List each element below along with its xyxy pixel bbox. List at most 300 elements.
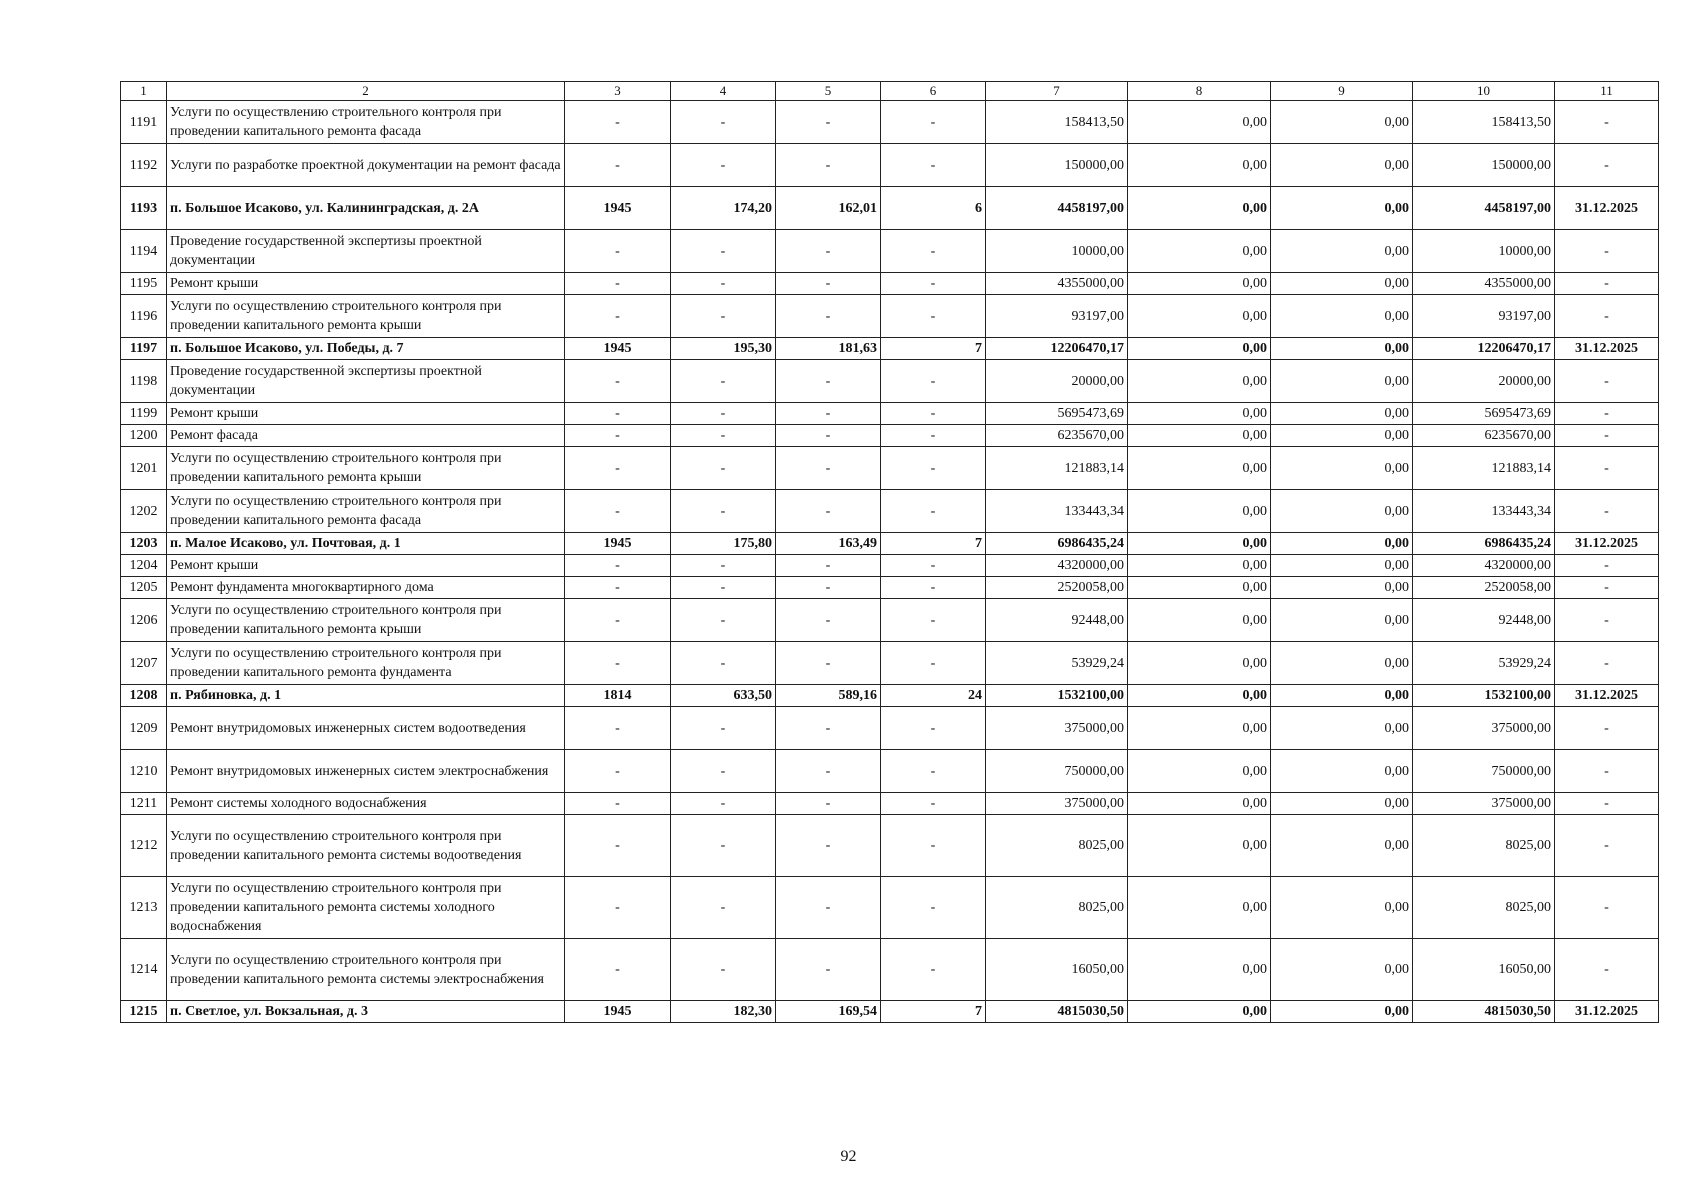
living-area-cell: 162,01 [776, 187, 881, 230]
column-header: 11 [1555, 82, 1659, 101]
total-area-cell: - [671, 447, 776, 490]
row-number-cell: 1211 [121, 793, 167, 815]
deadline-cell: - [1555, 939, 1659, 1001]
year-cell: - [565, 642, 671, 685]
column-header: 5 [776, 82, 881, 101]
work-name-cell: Проведение государственной экспертизы проектной документации [167, 230, 565, 273]
work-name-cell: Услуги по осуществлению строительного контроля при проведении капитального ремонта крыши [167, 599, 565, 642]
column-header: 8 [1128, 82, 1271, 101]
table-row [121, 425, 1659, 447]
work-name-cell: п. Рябиновка, д. 1 [167, 685, 565, 707]
budget-cost-cell: 0,00 [1271, 555, 1413, 577]
deadline-cell: - [1555, 707, 1659, 750]
row-number-cell: 1203 [121, 533, 167, 555]
deadline-cell: - [1555, 750, 1659, 793]
owners-cost-cell: 133443,34 [1413, 490, 1555, 533]
deadline-cell: - [1555, 360, 1659, 403]
total-area-cell: 175,80 [671, 533, 776, 555]
total-area-cell: - [671, 490, 776, 533]
total-area-cell: - [671, 144, 776, 187]
row-number-cell: 1199 [121, 403, 167, 425]
total-cost-cell: 1532100,00 [986, 685, 1128, 707]
residents-cell: - [881, 490, 986, 533]
budget-cost-cell: 0,00 [1271, 707, 1413, 750]
total-cost-cell: 6235670,00 [986, 425, 1128, 447]
residents-cell: - [881, 230, 986, 273]
budget-cost-cell: 0,00 [1271, 599, 1413, 642]
row-number-cell: 1206 [121, 599, 167, 642]
row-number-cell: 1215 [121, 1001, 167, 1023]
budget-cost-cell: 0,00 [1271, 144, 1413, 187]
budget-cost-cell: 0,00 [1271, 273, 1413, 295]
budget-cost-cell: 0,00 [1271, 187, 1413, 230]
work-name-cell: Услуги по осуществлению строительного контроля при проведении капитального ремонта системы холодного водоснабжения [167, 877, 565, 939]
living-area-cell: 163,49 [776, 533, 881, 555]
table-row [121, 642, 1659, 685]
table-row [121, 577, 1659, 599]
fund-cost-cell: 0,00 [1128, 685, 1271, 707]
fund-cost-cell: 0,00 [1128, 642, 1271, 685]
deadline-cell: - [1555, 555, 1659, 577]
fund-cost-cell: 0,00 [1128, 144, 1271, 187]
total-cost-cell: 12206470,17 [986, 338, 1128, 360]
work-name-cell: Ремонт внутридомовых инженерных систем водоотведения [167, 707, 565, 750]
deadline-cell: - [1555, 877, 1659, 939]
living-area-cell: - [776, 577, 881, 599]
residents-cell: - [881, 273, 986, 295]
year-cell: - [565, 273, 671, 295]
owners-cost-cell: 121883,14 [1413, 447, 1555, 490]
residents-cell: - [881, 599, 986, 642]
owners-cost-cell: 6235670,00 [1413, 425, 1555, 447]
row-number-cell: 1201 [121, 447, 167, 490]
total-cost-cell: 16050,00 [986, 939, 1128, 1001]
residents-cell: - [881, 707, 986, 750]
total-cost-cell: 93197,00 [986, 295, 1128, 338]
table-row [121, 144, 1659, 187]
residents-cell: - [881, 144, 986, 187]
table-row [121, 877, 1659, 939]
work-name-cell: Услуги по осуществлению строительного контроля при проведении капитального ремонта крыши [167, 447, 565, 490]
owners-cost-cell: 20000,00 [1413, 360, 1555, 403]
table-row [121, 685, 1659, 707]
living-area-cell: - [776, 101, 881, 144]
total-area-cell: - [671, 877, 776, 939]
table-row [121, 793, 1659, 815]
fund-cost-cell: 0,00 [1128, 338, 1271, 360]
residents-cell: 24 [881, 685, 986, 707]
deadline-cell: - [1555, 403, 1659, 425]
fund-cost-cell: 0,00 [1128, 447, 1271, 490]
total-cost-cell: 8025,00 [986, 815, 1128, 877]
table-row [121, 187, 1659, 230]
budget-cost-cell: 0,00 [1271, 360, 1413, 403]
owners-cost-cell: 16050,00 [1413, 939, 1555, 1001]
total-area-cell: - [671, 599, 776, 642]
fund-cost-cell: 0,00 [1128, 707, 1271, 750]
table-row [121, 230, 1659, 273]
residents-cell: - [881, 360, 986, 403]
table-row [121, 295, 1659, 338]
residents-cell: - [881, 939, 986, 1001]
residents-cell: - [881, 555, 986, 577]
total-area-cell: - [671, 793, 776, 815]
owners-cost-cell: 375000,00 [1413, 707, 1555, 750]
row-number-cell: 1204 [121, 555, 167, 577]
residents-cell: 6 [881, 187, 986, 230]
total-area-cell: 182,30 [671, 1001, 776, 1023]
budget-cost-cell: 0,00 [1271, 533, 1413, 555]
total-area-cell: - [671, 707, 776, 750]
row-number-cell: 1197 [121, 338, 167, 360]
table-row [121, 490, 1659, 533]
row-number-cell: 1194 [121, 230, 167, 273]
row-number-cell: 1205 [121, 577, 167, 599]
total-area-cell: - [671, 815, 776, 877]
deadline-cell: 31.12.2025 [1555, 1001, 1659, 1023]
work-name-cell: Услуги по осуществлению строительного контроля при проведении капитального ремонта крыши [167, 295, 565, 338]
fund-cost-cell: 0,00 [1128, 815, 1271, 877]
living-area-cell: - [776, 939, 881, 1001]
year-cell: - [565, 490, 671, 533]
row-number-cell: 1191 [121, 101, 167, 144]
table-row [121, 273, 1659, 295]
year-cell: - [565, 144, 671, 187]
total-area-cell: - [671, 577, 776, 599]
total-cost-cell: 10000,00 [986, 230, 1128, 273]
work-name-cell: Ремонт крыши [167, 273, 565, 295]
budget-cost-cell: 0,00 [1271, 338, 1413, 360]
living-area-cell: - [776, 490, 881, 533]
row-number-cell: 1213 [121, 877, 167, 939]
fund-cost-cell: 0,00 [1128, 793, 1271, 815]
owners-cost-cell: 8025,00 [1413, 815, 1555, 877]
year-cell: 1945 [565, 533, 671, 555]
owners-cost-cell: 5695473,69 [1413, 403, 1555, 425]
living-area-cell: - [776, 403, 881, 425]
living-area-cell: - [776, 447, 881, 490]
owners-cost-cell: 12206470,17 [1413, 338, 1555, 360]
work-name-cell: Услуги по осуществлению строительного контроля при проведении капитального ремонта системы водоотведения [167, 815, 565, 877]
budget-cost-cell: 0,00 [1271, 750, 1413, 793]
total-cost-cell: 750000,00 [986, 750, 1128, 793]
row-number-cell: 1200 [121, 425, 167, 447]
deadline-cell: - [1555, 230, 1659, 273]
total-area-cell: - [671, 642, 776, 685]
table-row [121, 599, 1659, 642]
table-row [121, 447, 1659, 490]
total-area-cell: - [671, 403, 776, 425]
residents-cell: - [881, 642, 986, 685]
living-area-cell: - [776, 793, 881, 815]
living-area-cell: - [776, 642, 881, 685]
budget-cost-cell: 0,00 [1271, 425, 1413, 447]
living-area-cell: - [776, 750, 881, 793]
fund-cost-cell: 0,00 [1128, 750, 1271, 793]
fund-cost-cell: 0,00 [1128, 273, 1271, 295]
work-name-cell: Ремонт внутридомовых инженерных систем электроснабжения [167, 750, 565, 793]
residents-cell: - [881, 295, 986, 338]
row-number-cell: 1210 [121, 750, 167, 793]
fund-cost-cell: 0,00 [1128, 939, 1271, 1001]
year-cell: 1945 [565, 338, 671, 360]
living-area-cell: - [776, 555, 881, 577]
total-cost-cell: 375000,00 [986, 793, 1128, 815]
living-area-cell: - [776, 707, 881, 750]
owners-cost-cell: 92448,00 [1413, 599, 1555, 642]
owners-cost-cell: 6986435,24 [1413, 533, 1555, 555]
residents-cell: - [881, 403, 986, 425]
work-name-cell: Проведение государственной экспертизы проектной документации [167, 360, 565, 403]
column-header: 9 [1271, 82, 1413, 101]
deadline-cell: - [1555, 295, 1659, 338]
year-cell: - [565, 599, 671, 642]
living-area-cell: 169,54 [776, 1001, 881, 1023]
fund-cost-cell: 0,00 [1128, 490, 1271, 533]
year-cell: - [565, 939, 671, 1001]
owners-cost-cell: 158413,50 [1413, 101, 1555, 144]
total-area-cell: - [671, 939, 776, 1001]
row-number-cell: 1196 [121, 295, 167, 338]
page-number: 92 [840, 1148, 857, 1165]
row-number-cell: 1193 [121, 187, 167, 230]
work-name-cell: Услуги по осуществлению строительного контроля при проведении капитального ремонта системы электроснабжения [167, 939, 565, 1001]
owners-cost-cell: 4815030,50 [1413, 1001, 1555, 1023]
total-area-cell: 195,30 [671, 338, 776, 360]
living-area-cell: 589,16 [776, 685, 881, 707]
table-row [121, 403, 1659, 425]
deadline-cell: - [1555, 273, 1659, 295]
year-cell: - [565, 295, 671, 338]
year-cell: - [565, 425, 671, 447]
year-cell: - [565, 707, 671, 750]
budget-cost-cell: 0,00 [1271, 815, 1413, 877]
owners-cost-cell: 10000,00 [1413, 230, 1555, 273]
year-cell: 1945 [565, 187, 671, 230]
row-number-cell: 1198 [121, 360, 167, 403]
deadline-cell: 31.12.2025 [1555, 187, 1659, 230]
year-cell: - [565, 577, 671, 599]
deadline-cell: - [1555, 425, 1659, 447]
year-cell: - [565, 815, 671, 877]
column-header: 7 [986, 82, 1128, 101]
budget-cost-cell: 0,00 [1271, 642, 1413, 685]
work-name-cell: Ремонт фасада [167, 425, 565, 447]
owners-cost-cell: 53929,24 [1413, 642, 1555, 685]
work-name-cell: Услуги по разработке проектной документации на ремонт фасада [167, 144, 565, 187]
deadline-cell: - [1555, 793, 1659, 815]
table-body [121, 101, 1659, 1023]
year-cell: - [565, 447, 671, 490]
year-cell: - [565, 403, 671, 425]
work-name-cell: п. Большое Исаково, ул. Калининградская, д. 2А [167, 187, 565, 230]
total-cost-cell: 150000,00 [986, 144, 1128, 187]
residents-cell: 7 [881, 338, 986, 360]
total-cost-cell: 158413,50 [986, 101, 1128, 144]
deadline-cell: - [1555, 599, 1659, 642]
work-name-cell: Ремонт крыши [167, 403, 565, 425]
capital-repair-table [120, 81, 1659, 1023]
total-cost-cell: 4355000,00 [986, 273, 1128, 295]
fund-cost-cell: 0,00 [1128, 577, 1271, 599]
table-row [121, 939, 1659, 1001]
owners-cost-cell: 2520058,00 [1413, 577, 1555, 599]
deadline-cell: - [1555, 490, 1659, 533]
year-cell: - [565, 555, 671, 577]
total-cost-cell: 4815030,50 [986, 1001, 1128, 1023]
budget-cost-cell: 0,00 [1271, 230, 1413, 273]
deadline-cell: - [1555, 642, 1659, 685]
total-cost-cell: 6986435,24 [986, 533, 1128, 555]
budget-cost-cell: 0,00 [1271, 447, 1413, 490]
owners-cost-cell: 93197,00 [1413, 295, 1555, 338]
living-area-cell: - [776, 425, 881, 447]
budget-cost-cell: 0,00 [1271, 295, 1413, 338]
total-cost-cell: 53929,24 [986, 642, 1128, 685]
work-name-cell: п. Большое Исаково, ул. Победы, д. 7 [167, 338, 565, 360]
budget-cost-cell: 0,00 [1271, 490, 1413, 533]
work-name-cell: Услуги по осуществлению строительного контроля при проведении капитального ремонта фундамента [167, 642, 565, 685]
residents-cell: - [881, 577, 986, 599]
year-cell: - [565, 230, 671, 273]
budget-cost-cell: 0,00 [1271, 877, 1413, 939]
owners-cost-cell: 150000,00 [1413, 144, 1555, 187]
fund-cost-cell: 0,00 [1128, 101, 1271, 144]
column-header: 3 [565, 82, 671, 101]
budget-cost-cell: 0,00 [1271, 939, 1413, 1001]
fund-cost-cell: 0,00 [1128, 599, 1271, 642]
work-name-cell: Ремонт фундамента многоквартирного дома [167, 577, 565, 599]
table-row [121, 555, 1659, 577]
fund-cost-cell: 0,00 [1128, 555, 1271, 577]
deadline-cell: - [1555, 144, 1659, 187]
column-header: 10 [1413, 82, 1555, 101]
total-area-cell: - [671, 750, 776, 793]
work-name-cell: п. Малое Исаково, ул. Почтовая, д. 1 [167, 533, 565, 555]
column-header: 4 [671, 82, 776, 101]
budget-cost-cell: 0,00 [1271, 577, 1413, 599]
fund-cost-cell: 0,00 [1128, 1001, 1271, 1023]
total-cost-cell: 375000,00 [986, 707, 1128, 750]
owners-cost-cell: 4320000,00 [1413, 555, 1555, 577]
total-area-cell: 633,50 [671, 685, 776, 707]
living-area-cell: - [776, 815, 881, 877]
owners-cost-cell: 8025,00 [1413, 877, 1555, 939]
budget-cost-cell: 0,00 [1271, 1001, 1413, 1023]
residents-cell: - [881, 101, 986, 144]
table-row [121, 338, 1659, 360]
column-number-header-row [121, 82, 1659, 101]
table-row [121, 815, 1659, 877]
row-number-cell: 1195 [121, 273, 167, 295]
budget-cost-cell: 0,00 [1271, 403, 1413, 425]
residents-cell: 7 [881, 1001, 986, 1023]
total-cost-cell: 20000,00 [986, 360, 1128, 403]
table-row [121, 707, 1659, 750]
fund-cost-cell: 0,00 [1128, 403, 1271, 425]
owners-cost-cell: 4355000,00 [1413, 273, 1555, 295]
total-area-cell: - [671, 230, 776, 273]
year-cell: - [565, 877, 671, 939]
living-area-cell: - [776, 295, 881, 338]
work-name-cell: Ремонт крыши [167, 555, 565, 577]
year-cell: - [565, 360, 671, 403]
table-row [121, 1001, 1659, 1023]
row-number-cell: 1202 [121, 490, 167, 533]
deadline-cell: - [1555, 577, 1659, 599]
deadline-cell: 31.12.2025 [1555, 533, 1659, 555]
living-area-cell: - [776, 360, 881, 403]
budget-cost-cell: 0,00 [1271, 793, 1413, 815]
work-name-cell: Услуги по осуществлению строительного контроля при проведении капитального ремонта фасада [167, 101, 565, 144]
column-header: 1 [121, 82, 167, 101]
total-area-cell: 174,20 [671, 187, 776, 230]
total-area-cell: - [671, 101, 776, 144]
total-area-cell: - [671, 295, 776, 338]
budget-cost-cell: 0,00 [1271, 685, 1413, 707]
fund-cost-cell: 0,00 [1128, 425, 1271, 447]
table-row [121, 101, 1659, 144]
living-area-cell: - [776, 230, 881, 273]
total-cost-cell: 8025,00 [986, 877, 1128, 939]
owners-cost-cell: 1532100,00 [1413, 685, 1555, 707]
fund-cost-cell: 0,00 [1128, 533, 1271, 555]
living-area-cell: - [776, 877, 881, 939]
fund-cost-cell: 0,00 [1128, 230, 1271, 273]
residents-cell: - [881, 447, 986, 490]
total-area-cell: - [671, 273, 776, 295]
owners-cost-cell: 375000,00 [1413, 793, 1555, 815]
total-cost-cell: 4320000,00 [986, 555, 1128, 577]
deadline-cell: - [1555, 101, 1659, 144]
residents-cell: - [881, 425, 986, 447]
work-name-cell: Ремонт системы холодного водоснабжения [167, 793, 565, 815]
year-cell: - [565, 750, 671, 793]
residents-cell: 7 [881, 533, 986, 555]
living-area-cell: - [776, 273, 881, 295]
column-header: 6 [881, 82, 986, 101]
row-number-cell: 1207 [121, 642, 167, 685]
total-cost-cell: 121883,14 [986, 447, 1128, 490]
deadline-cell: 31.12.2025 [1555, 685, 1659, 707]
fund-cost-cell: 0,00 [1128, 187, 1271, 230]
table-row [121, 533, 1659, 555]
total-area-cell: - [671, 360, 776, 403]
row-number-cell: 1208 [121, 685, 167, 707]
year-cell: - [565, 793, 671, 815]
table-row [121, 750, 1659, 793]
deadline-cell: - [1555, 447, 1659, 490]
residents-cell: - [881, 750, 986, 793]
year-cell: 1945 [565, 1001, 671, 1023]
year-cell: - [565, 101, 671, 144]
residents-cell: - [881, 815, 986, 877]
budget-cost-cell: 0,00 [1271, 101, 1413, 144]
total-cost-cell: 133443,34 [986, 490, 1128, 533]
column-header: 2 [167, 82, 565, 101]
deadline-cell: 31.12.2025 [1555, 338, 1659, 360]
fund-cost-cell: 0,00 [1128, 295, 1271, 338]
total-cost-cell: 4458197,00 [986, 187, 1128, 230]
fund-cost-cell: 0,00 [1128, 877, 1271, 939]
residents-cell: - [881, 793, 986, 815]
total-area-cell: - [671, 425, 776, 447]
row-number-cell: 1214 [121, 939, 167, 1001]
deadline-cell: - [1555, 815, 1659, 877]
owners-cost-cell: 4458197,00 [1413, 187, 1555, 230]
total-cost-cell: 92448,00 [986, 599, 1128, 642]
work-name-cell: п. Светлое, ул. Вокзальная, д. 3 [167, 1001, 565, 1023]
